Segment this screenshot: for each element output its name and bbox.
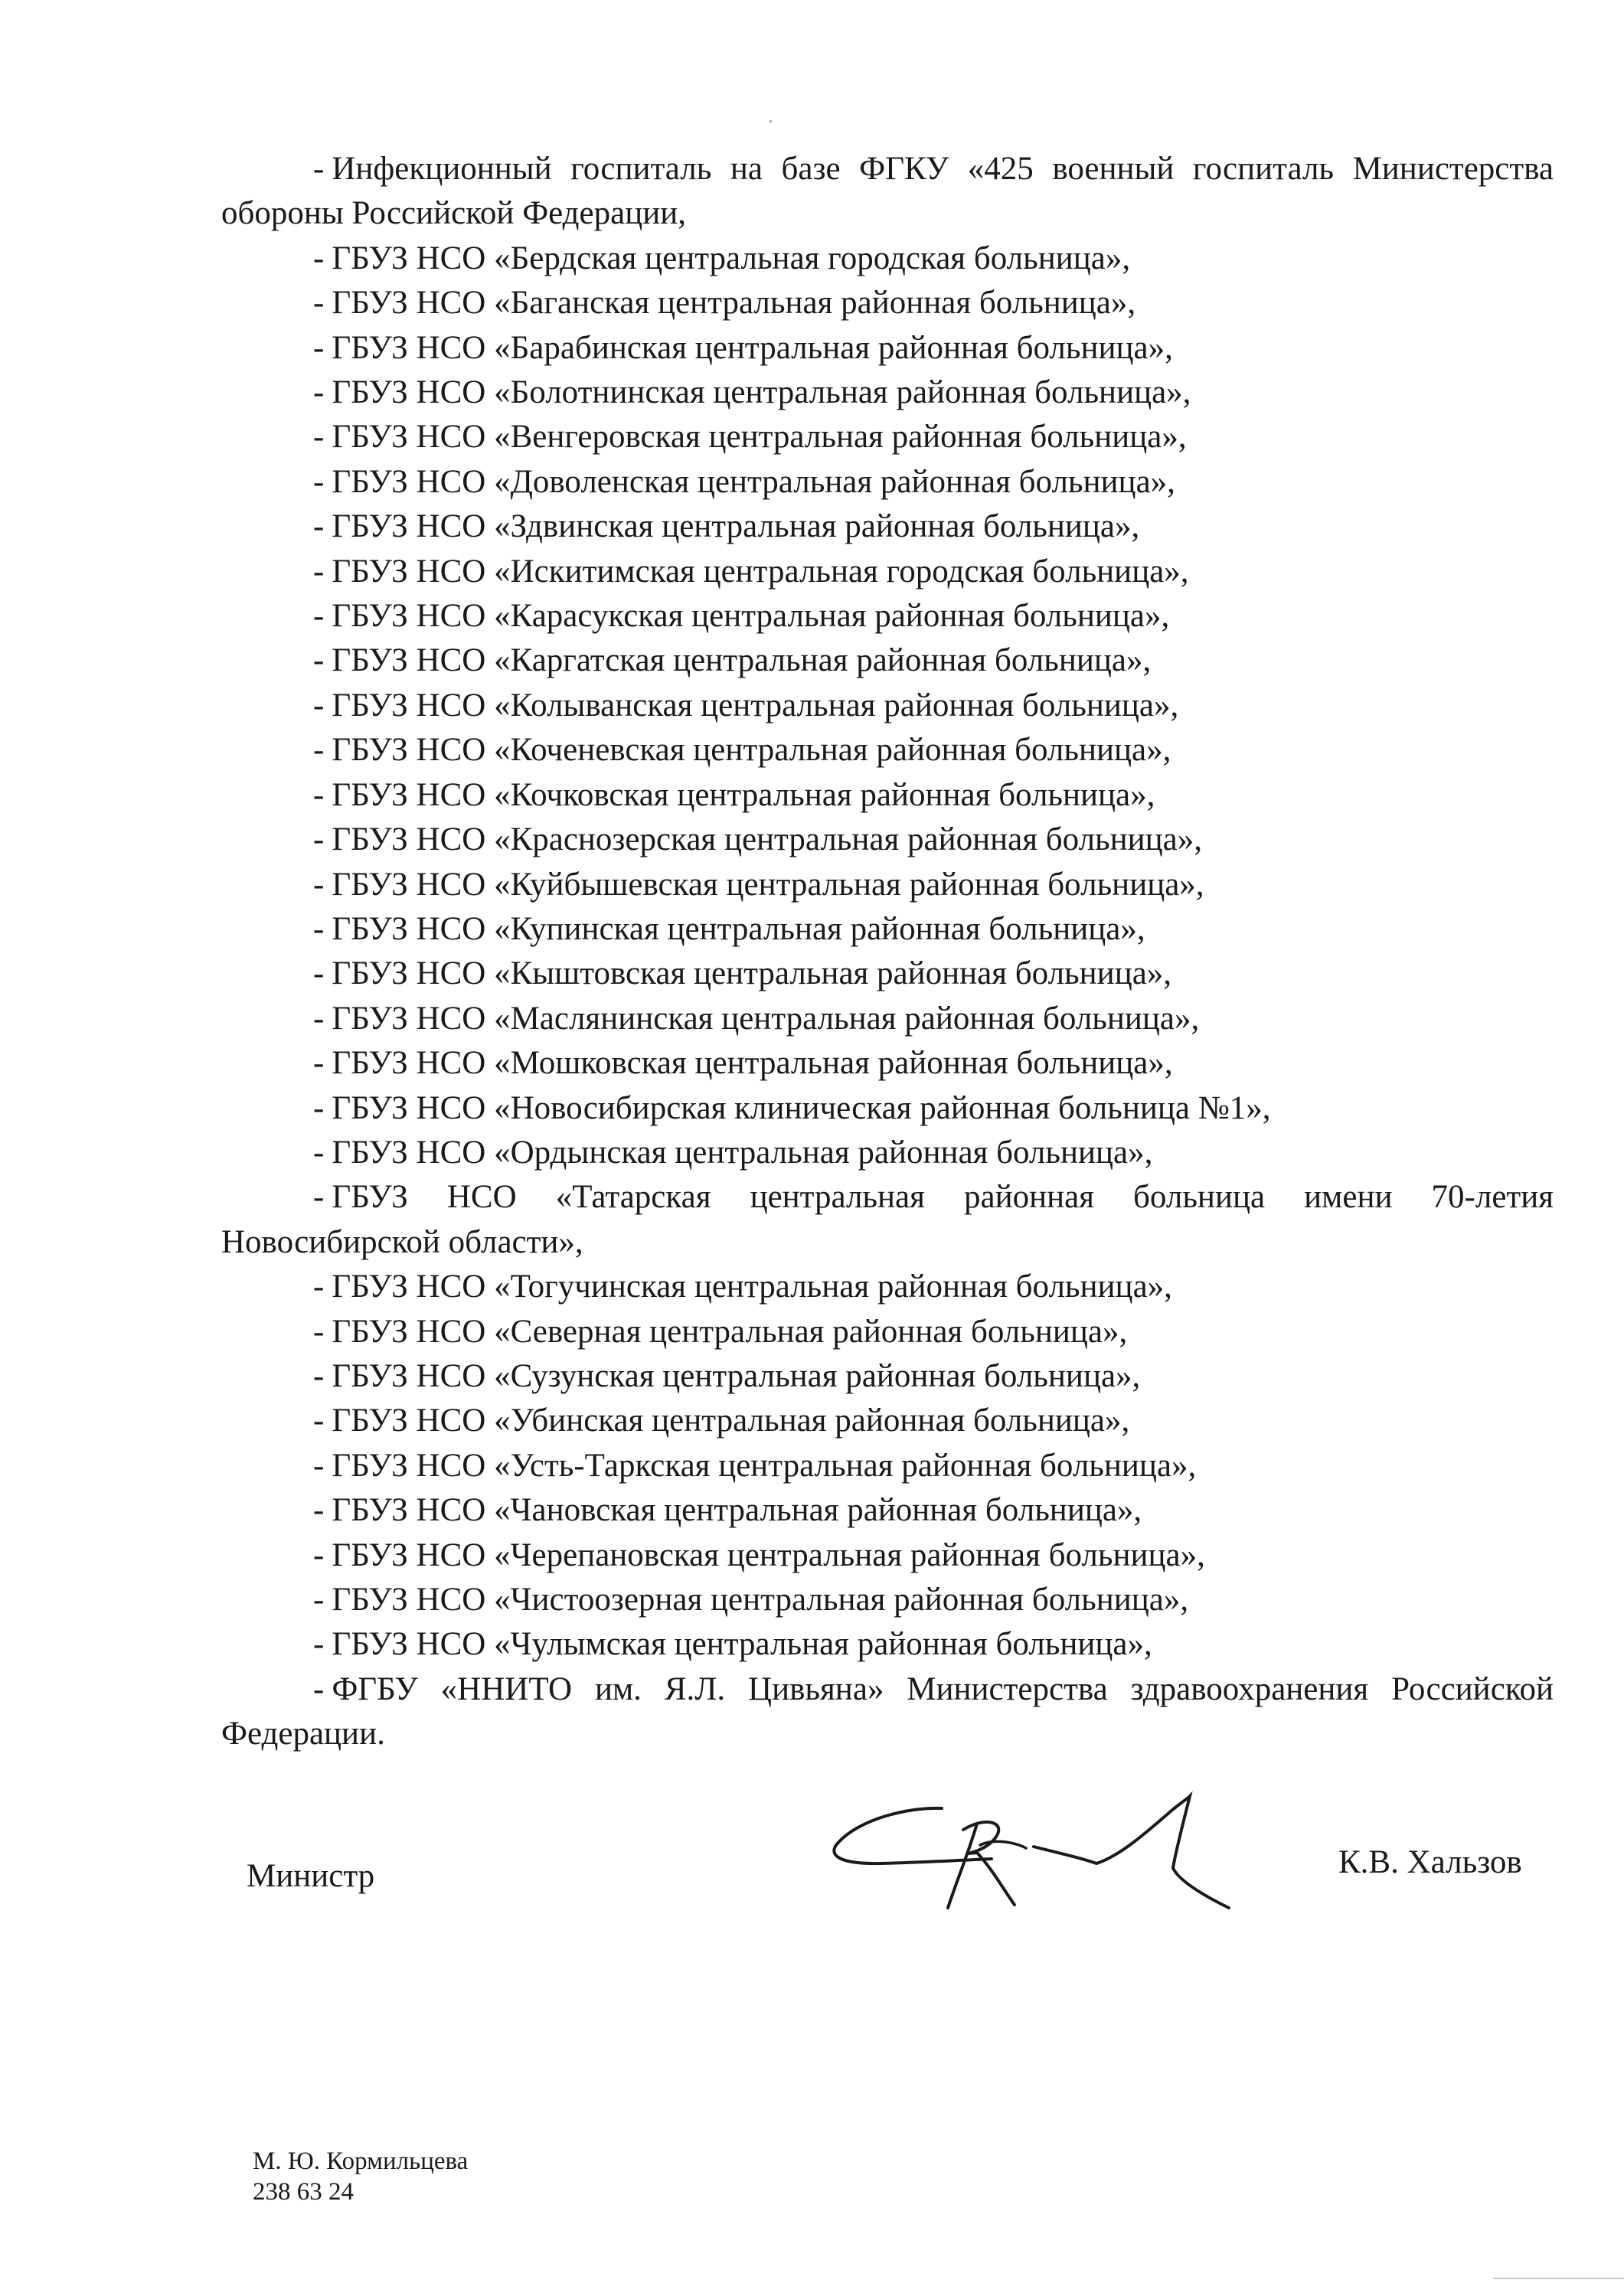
list-item [221,505,1554,549]
list-item-text: ГБУЗ НСО «Каргатская центральная районная больница», [332,642,1152,679]
list-item-text: ГБУЗ НСО «Бердская центральная городская больница», [332,240,1131,276]
list-item-text: ГБУЗ НСО «Куйбышевская центральная районная больница», [332,866,1204,903]
list-item-text: ГБУЗ НСО «Кыштовская центральная районная больница», [332,955,1172,992]
list-dash: - [313,866,325,903]
list-item-text: ФГБУ «ННИТО им. Я.Л. Цивьяна» Министерства здравоохранения Российской Федерации. [221,1671,1554,1752]
list-item [221,415,1554,459]
list-item [221,1578,1554,1622]
institution-list [221,147,1554,1757]
list-dash: - [313,1179,325,1216]
list-dash: - [313,1269,325,1305]
list-item-text: ГБУЗ НСО «Купинская центральная районная больница», [332,910,1145,947]
list-item [221,773,1554,818]
handwritten-signature [827,1784,1240,1914]
list-item [221,1667,1554,1757]
list-dash: - [313,598,325,635]
list-item [221,281,1554,325]
list-item-text: ГБУЗ НСО «Коченевская центральная районная больница», [332,732,1171,769]
list-item-text: ГБУЗ НСО «Колыванская центральная районная больница», [332,687,1179,723]
list-dash: - [313,374,325,411]
executor-name: М. Ю. Кормильцева [253,2147,469,2175]
list-item [221,1265,1554,1309]
list-item [221,1444,1554,1488]
list-dash: - [313,642,325,679]
list-dash: - [313,732,325,769]
list-item-text: ГБУЗ НСО «Чулымская центральная районная больница», [332,1626,1152,1663]
list-dash: - [313,508,325,545]
list-dash: - [313,1357,325,1394]
executor-block [253,2146,468,2207]
list-dash: - [313,1000,325,1037]
list-item [221,684,1554,728]
list-item [221,1041,1554,1086]
signer-name: К.В. Хальзов [1338,1844,1522,1880]
list-item-text: ГБУЗ НСО «Карасукская центральная районная больница», [332,598,1170,635]
list-item-text: ГБУЗ НСО «Чановская центральная районная больница», [332,1492,1142,1529]
list-dash: - [313,419,325,456]
list-item [221,997,1554,1041]
list-item [221,371,1554,415]
list-item-text: ГБУЗ НСО «Убинская центральная районная больница», [332,1403,1130,1439]
list-item [221,728,1554,772]
list-dash: - [313,776,325,813]
list-item [221,1086,1554,1131]
list-dash: - [313,910,325,947]
list-item [221,550,1554,594]
list-item-text: Инфекционный госпиталь на базе ФГКУ «425 военный госпиталь Министерства обороны Российской Федерации, [221,151,1554,232]
list-item [221,460,1554,505]
list-item-text: ГБУЗ НСО «Чистоозерная центральная районная больница», [332,1582,1189,1618]
list-dash: - [313,1626,325,1663]
list-item [221,952,1554,996]
list-dash: - [313,821,325,858]
list-dash: - [313,1313,325,1350]
list-item-text: ГБУЗ НСО «Усть-Таркская центральная районная больница», [332,1447,1197,1484]
list-item-text: ГБУЗ НСО «Сузунская центральная районная больница», [332,1357,1141,1394]
list-item-text: ГБУЗ НСО «Северная центральная районная больница», [332,1313,1128,1350]
scan-speck [770,120,772,122]
list-dash: - [313,955,325,992]
list-item-text: ГБУЗ НСО «Тогучинская центральная районная больница», [332,1269,1172,1305]
list-item-text: ГБУЗ НСО «Краснозерская центральная районная больница», [332,821,1203,858]
list-item-text: ГБУЗ НСО «Искитимская центральная городская больница», [332,553,1189,590]
list-item [221,237,1554,281]
executor-phone: 238 63 24 [253,2178,354,2206]
list-item [221,594,1554,639]
list-dash: - [313,285,325,322]
list-item [221,1175,1554,1265]
list-item [221,863,1554,907]
scan-edge-line [1493,2278,1624,2279]
list-item [221,1622,1554,1667]
list-item [221,1399,1554,1443]
list-item-text: ГБУЗ НСО «Татарская центральная районная больница имени 70-летия Новосибирской области», [221,1179,1554,1260]
list-item [221,326,1554,371]
list-item [221,907,1554,952]
list-item [221,147,1554,237]
list-dash: - [313,1089,325,1126]
list-dash: - [313,687,325,723]
list-item-text: ГБУЗ НСО «Новосибирская клиническая районная больница №1», [332,1089,1271,1126]
list-dash: - [313,1447,325,1484]
list-dash: - [313,240,325,276]
signer-position: Министр [247,1858,375,1894]
list-dash: - [313,1403,325,1439]
list-item [221,639,1554,683]
list-dash: - [313,1492,325,1529]
list-item-text: ГБУЗ НСО «Маслянинская центральная районная больница», [332,1000,1200,1037]
list-item-text: ГБУЗ НСО «Мошковская центральная районная больница», [332,1045,1173,1082]
list-dash: - [313,1134,325,1171]
list-item-text: ГБУЗ НСО «Ордынская центральная районная больница», [332,1134,1153,1171]
list-item-text: ГБУЗ НСО «Здвинская центральная районная больница», [332,508,1140,545]
list-item [221,1131,1554,1175]
list-dash: - [313,1045,325,1082]
list-item-text: ГБУЗ НСО «Кочковская центральная районная больница», [332,776,1155,813]
list-item [221,1488,1554,1533]
list-dash: - [313,1582,325,1618]
list-dash: - [313,1671,325,1707]
list-item [221,1354,1554,1399]
list-dash: - [313,553,325,590]
list-dash: - [313,151,325,187]
list-item-text: ГБУЗ НСО «Барабинская центральная районная больница», [332,329,1173,366]
list-dash: - [313,1537,325,1573]
list-dash: - [313,329,325,366]
list-item-text: ГБУЗ НСО «Доволенская центральная районная больница», [332,463,1175,500]
list-item-text: ГБУЗ НСО «Баганская центральная районная больница», [332,285,1136,322]
list-item [221,818,1554,862]
list-item-text: ГБУЗ НСО «Венгеровская центральная районная больница», [332,419,1187,456]
list-item-text: ГБУЗ НСО «Черепановская центральная районная больница», [332,1537,1205,1573]
list-item [221,1533,1554,1578]
list-item-text: ГБУЗ НСО «Болотнинская центральная районная больница», [332,374,1191,411]
list-item [221,1310,1554,1354]
list-dash: - [313,463,325,500]
